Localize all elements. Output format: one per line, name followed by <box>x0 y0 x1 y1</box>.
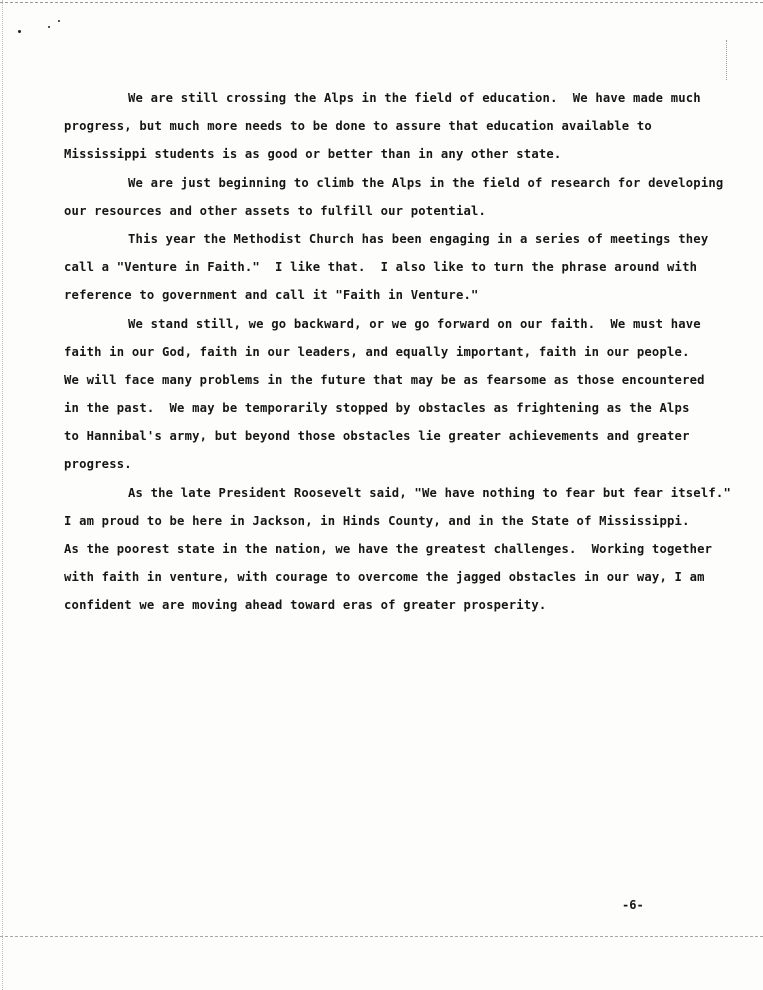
text-line: progress, but much more needs to be done to assure that education available to <box>64 119 652 134</box>
text-line: progress. <box>64 457 132 472</box>
text-line: We stand still, we go backward, or we go forward on our faith. We must have <box>128 316 701 331</box>
scan-speck <box>58 20 60 22</box>
right-scan-mark <box>726 40 727 80</box>
text-line: faith in our God, faith in our leaders, and equally important, faith in our people. <box>64 344 690 359</box>
left-scan-edge <box>2 0 3 990</box>
text-line: with faith in venture, with courage to overcome the jagged obstacles in our way, I am <box>64 570 705 585</box>
text-line: confident we are moving ahead toward eras of greater prosperity. <box>64 598 547 613</box>
text-line: We are still crossing the Alps in the field of education. We have made much <box>128 91 701 105</box>
scan-speck <box>48 26 50 28</box>
text-line: our resources and other assets to fulfill our potential. <box>64 203 487 218</box>
text-line: reference to government and call it "Faith in Venture." <box>64 288 479 303</box>
page-number: -6- <box>622 898 644 912</box>
text-line: We will face many problems in the future that may be as fearsome as those encountered <box>64 372 705 387</box>
text-line: call a "Venture in Faith." I like that. I also like to turn the phrase around with <box>64 260 698 275</box>
text-line: in the past. We may be temporarily stopped by obstacles as frightening as the Alps <box>64 401 690 416</box>
top-scan-edge <box>0 2 763 3</box>
text-line: I am proud to be here in Jackson, in Hinds County, and in the State of Mississippi. <box>64 513 690 528</box>
scan-speck <box>18 30 21 33</box>
text-line: We are just beginning to climb the Alps in the field of research for developing <box>128 175 724 190</box>
text-line: As the late President Roosevelt said, "We have nothing to fear but fear itself." <box>128 485 731 500</box>
document-body <box>64 84 731 620</box>
text-line: to Hannibal's army, but beyond those obstacles lie greater achievements and greater <box>64 429 690 444</box>
bottom-scan-edge <box>0 936 763 937</box>
text-line: This year the Methodist Church has been engaging in a series of meetings they <box>128 231 709 246</box>
text-line: As the poorest state in the nation, we have the greatest challenges. Working together <box>64 542 713 556</box>
text-line: Mississippi students is as good or better than in any other state. <box>64 147 562 162</box>
